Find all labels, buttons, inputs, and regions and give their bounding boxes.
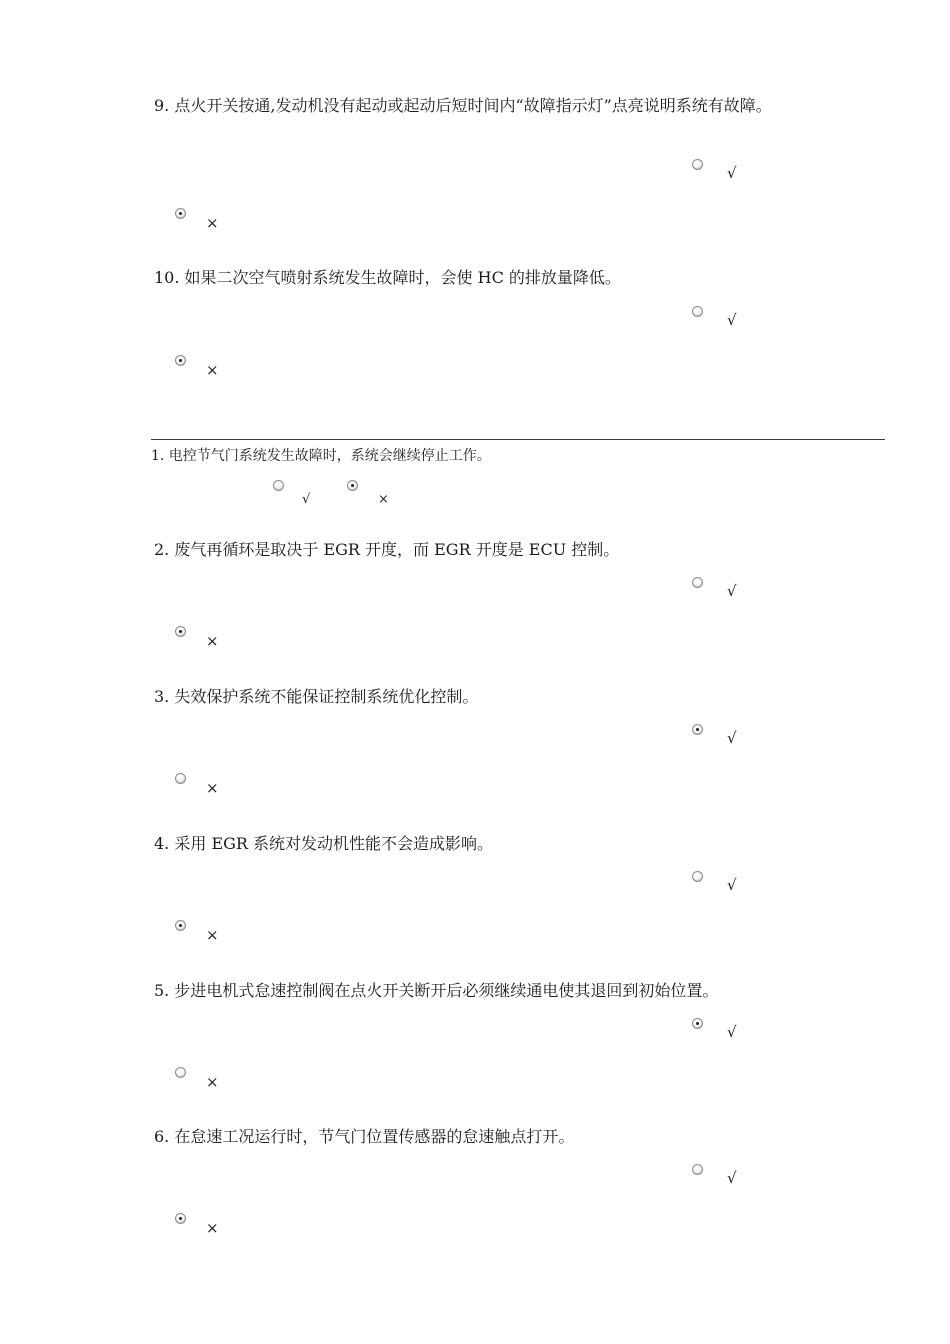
qb4-false-radio[interactable]	[175, 920, 186, 931]
question-b4-text: 4. 采用 EGR 系统对发动机性能不会造成影响。	[154, 834, 494, 853]
qb4-false-label: ×	[206, 926, 219, 944]
question-9-text: 9. 点火开关按通,发动机没有起动或起动后短时间内“故障指示灯”点亮说明系统有故障。	[154, 96, 772, 115]
qb3-true-label: √	[727, 729, 737, 747]
qb1-false-label: ×	[378, 492, 389, 507]
qb2-false-label: ×	[206, 632, 219, 650]
qb2-true-label: √	[727, 582, 737, 600]
question-b1-text: 1. 电控节气门系统发生故障时，系统会继续停止工作。	[151, 448, 491, 464]
qb5-false-radio[interactable]	[175, 1067, 186, 1078]
q9-false-radio[interactable]	[175, 208, 186, 219]
question-b5-text: 5. 步进电机式怠速控制阀在点火开关断开后必须继续通电使其退回到初始位置。	[154, 981, 719, 1000]
qb3-true-radio[interactable]	[692, 724, 703, 735]
q10-false-label: ×	[206, 361, 219, 379]
qb1-true-label: √	[302, 492, 311, 507]
qb1-false-radio[interactable]	[347, 480, 358, 491]
q9-false-label: ×	[206, 214, 219, 232]
q9-true-radio[interactable]	[692, 159, 703, 170]
question-10-text: 10. 如果二次空气喷射系统发生故障时，会使 HC 的排放量降低。	[154, 268, 621, 287]
qb2-true-radio[interactable]	[692, 577, 703, 588]
qb1-true-radio[interactable]	[273, 480, 284, 491]
q10-true-label: √	[727, 311, 737, 329]
qb2-false-radio[interactable]	[175, 626, 186, 637]
qb5-true-radio[interactable]	[692, 1018, 703, 1029]
q10-false-radio[interactable]	[175, 355, 186, 366]
qb6-true-radio[interactable]	[692, 1164, 703, 1175]
q10-true-radio[interactable]	[692, 306, 703, 317]
qb6-true-label: √	[727, 1169, 737, 1187]
question-b6-text: 6. 在怠速工况运行时，节气门位置传感器的怠速触点打开。	[154, 1127, 575, 1146]
question-b3-text: 3. 失效保护系统不能保证控制系统优化控制。	[154, 687, 479, 706]
qb4-true-label: √	[727, 876, 737, 894]
qb3-false-radio[interactable]	[175, 773, 186, 784]
qb3-false-label: ×	[206, 779, 219, 797]
qb5-true-label: √	[727, 1023, 737, 1041]
qb6-false-label: ×	[206, 1219, 219, 1237]
q9-true-label: √	[727, 164, 737, 182]
question-b2-text: 2. 废气再循环是取决于 EGR 开度，而 EGR 开度是 ECU 控制。	[154, 540, 620, 559]
qb4-true-radio[interactable]	[692, 871, 703, 882]
qb5-false-label: ×	[206, 1073, 219, 1091]
qb6-false-radio[interactable]	[175, 1213, 186, 1224]
section-divider	[151, 439, 885, 440]
